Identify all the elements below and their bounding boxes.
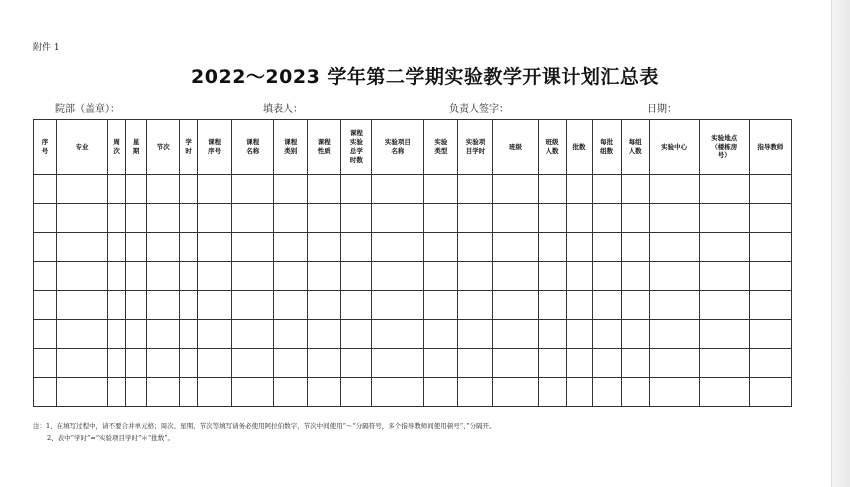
table-cell[interactable] (458, 349, 493, 378)
table-cell[interactable] (749, 175, 791, 204)
table-cell[interactable] (649, 233, 699, 262)
table-cell[interactable] (198, 233, 232, 262)
table-cell[interactable] (34, 175, 57, 204)
table-cell[interactable] (274, 175, 308, 204)
table-cell[interactable] (493, 262, 538, 291)
table-cell[interactable] (341, 233, 372, 262)
column-header: 课程 性质 (308, 120, 341, 175)
table-cell[interactable] (424, 378, 458, 407)
table-cell[interactable] (749, 378, 791, 407)
table-cell[interactable] (126, 262, 147, 291)
table-row (34, 320, 792, 349)
table-cell[interactable] (566, 378, 592, 407)
column-header: 专业 (57, 120, 108, 175)
college-seal-label: 院部（盖章）： (55, 104, 120, 115)
column-header: 课程 类别 (274, 120, 308, 175)
table-cell[interactable] (649, 204, 699, 233)
table-row (34, 262, 792, 291)
column-header: 班级 人数 (538, 120, 566, 175)
table-cell[interactable] (749, 291, 791, 320)
table-cell[interactable] (566, 320, 592, 349)
table-row (34, 175, 792, 204)
table-cell[interactable] (308, 349, 341, 378)
column-header: 指导教师 (749, 120, 791, 175)
table-cell[interactable] (424, 175, 458, 204)
table-cell[interactable] (649, 175, 699, 204)
table-cell[interactable] (372, 378, 424, 407)
table-cell[interactable] (538, 320, 566, 349)
table-cell[interactable] (749, 204, 791, 233)
table-cell[interactable] (341, 320, 372, 349)
table-cell[interactable] (699, 291, 749, 320)
table-cell[interactable] (341, 378, 372, 407)
footnote-1: 注：1、在填写过程中，请不要合并单元格；周次、星期、节次等填写请务必使用阿拉伯数字，节次中间使用“～”分隔符号，多个指导教师间使用顿号“、”分隔开。 (33, 422, 496, 430)
table-cell[interactable] (372, 320, 424, 349)
table-cell[interactable] (232, 204, 274, 233)
table-cell[interactable] (493, 320, 538, 349)
table-cell[interactable] (108, 320, 126, 349)
table-cell[interactable] (699, 378, 749, 407)
page-title: 2022～2023 学年第二学期实验教学开课计划汇总表 (191, 66, 659, 88)
table-cell[interactable] (198, 175, 232, 204)
table-cell[interactable] (424, 262, 458, 291)
table-cell[interactable] (493, 378, 538, 407)
table-cell[interactable] (308, 175, 341, 204)
table-row (34, 349, 792, 378)
table-cell[interactable] (180, 262, 198, 291)
table-cell[interactable] (34, 204, 57, 233)
table-cell[interactable] (538, 262, 566, 291)
table-cell[interactable] (458, 291, 493, 320)
table-cell[interactable] (57, 320, 108, 349)
table-cell[interactable] (232, 378, 274, 407)
table-cell[interactable] (274, 378, 308, 407)
table-cell[interactable] (57, 349, 108, 378)
table-cell[interactable] (126, 320, 147, 349)
table-cell[interactable] (308, 291, 341, 320)
table-cell[interactable] (458, 378, 493, 407)
table-cell[interactable] (147, 204, 180, 233)
footnotes (33, 420, 496, 445)
table-cell[interactable] (308, 233, 341, 262)
table-cell[interactable] (57, 262, 108, 291)
table-cell[interactable] (180, 204, 198, 233)
column-header: 每组 人数 (621, 120, 649, 175)
table-cell[interactable] (699, 175, 749, 204)
table-cell[interactable] (621, 262, 649, 291)
table-cell[interactable] (108, 204, 126, 233)
table-cell[interactable] (308, 262, 341, 291)
table-cell[interactable] (147, 320, 180, 349)
table-cell[interactable] (198, 320, 232, 349)
table-cell[interactable] (126, 233, 147, 262)
attachment-label: 附件 1 (33, 43, 60, 53)
table-cell[interactable] (341, 175, 372, 204)
table-cell[interactable] (621, 349, 649, 378)
table-cell[interactable] (57, 291, 108, 320)
table-cell[interactable] (180, 291, 198, 320)
table-cell[interactable] (649, 378, 699, 407)
table-cell[interactable] (198, 291, 232, 320)
table-cell[interactable] (538, 349, 566, 378)
table-cell[interactable] (180, 378, 198, 407)
table-cell[interactable] (621, 378, 649, 407)
table-cell[interactable] (34, 320, 57, 349)
table-cell[interactable] (34, 262, 57, 291)
table-cell[interactable] (180, 320, 198, 349)
table-cell[interactable] (274, 320, 308, 349)
table-cell[interactable] (147, 349, 180, 378)
table-cell[interactable] (57, 175, 108, 204)
table-row (34, 378, 792, 407)
table-cell[interactable] (649, 291, 699, 320)
table-cell[interactable] (108, 378, 126, 407)
column-header: 星 期 (126, 120, 147, 175)
table-row (34, 204, 792, 233)
table-cell[interactable] (180, 175, 198, 204)
table-cell[interactable] (198, 378, 232, 407)
table-cell[interactable] (592, 262, 621, 291)
table-cell[interactable] (372, 204, 424, 233)
plan-table (33, 119, 792, 407)
table-cell[interactable] (592, 320, 621, 349)
table-cell[interactable] (34, 291, 57, 320)
table-cell[interactable] (566, 291, 592, 320)
column-header: 课程 实验 总学 时数 (341, 120, 372, 175)
table-cell[interactable] (147, 175, 180, 204)
table-cell[interactable] (108, 175, 126, 204)
table-cell[interactable] (699, 349, 749, 378)
table-row (34, 233, 792, 262)
table-cell[interactable] (198, 204, 232, 233)
table-cell[interactable] (538, 233, 566, 262)
table-cell[interactable] (749, 320, 791, 349)
table-cell[interactable] (621, 175, 649, 204)
table-cell[interactable] (649, 349, 699, 378)
table-cell[interactable] (198, 262, 232, 291)
table-cell[interactable] (592, 349, 621, 378)
table-cell[interactable] (147, 378, 180, 407)
table-cell[interactable] (372, 233, 424, 262)
table-cell[interactable] (341, 349, 372, 378)
table-cell[interactable] (372, 175, 424, 204)
table-cell[interactable] (592, 233, 621, 262)
column-header: 课程 名称 (232, 120, 274, 175)
table-cell[interactable] (592, 291, 621, 320)
table-cell[interactable] (493, 204, 538, 233)
table-cell[interactable] (126, 378, 147, 407)
table-cell[interactable] (147, 233, 180, 262)
table-cell[interactable] (592, 378, 621, 407)
table-cell[interactable] (126, 175, 147, 204)
table-cell[interactable] (566, 233, 592, 262)
table-cell[interactable] (341, 204, 372, 233)
table-cell[interactable] (424, 233, 458, 262)
table-cell[interactable] (274, 204, 308, 233)
table-cell[interactable] (108, 262, 126, 291)
table-header-row (34, 120, 792, 175)
table-cell[interactable] (424, 291, 458, 320)
footnote-2: 2、表中“学时”=“实验项目学时”＊“批数”。 (47, 434, 175, 443)
table-cell[interactable] (341, 291, 372, 320)
table-cell[interactable] (57, 378, 108, 407)
column-header: 实验地点 （楼栋房 号） (699, 120, 749, 175)
column-header: 序 号 (34, 120, 57, 175)
table-cell[interactable] (198, 349, 232, 378)
table-cell[interactable] (372, 349, 424, 378)
table-cell[interactable] (180, 349, 198, 378)
table-cell[interactable] (538, 204, 566, 233)
table-cell[interactable] (108, 349, 126, 378)
table-cell[interactable] (458, 204, 493, 233)
table-cell[interactable] (566, 175, 592, 204)
signer-label: 负责人签字： (449, 104, 509, 115)
table-cell[interactable] (458, 320, 493, 349)
table-cell[interactable] (649, 320, 699, 349)
column-header: 实验项目 名称 (372, 120, 424, 175)
table-cell[interactable] (108, 291, 126, 320)
table-cell[interactable] (57, 233, 108, 262)
column-header: 周 次 (108, 120, 126, 175)
date-label: 日期： (647, 104, 677, 115)
table-cell[interactable] (274, 262, 308, 291)
table-cell[interactable] (621, 320, 649, 349)
table-cell[interactable] (147, 291, 180, 320)
table-cell[interactable] (699, 204, 749, 233)
column-header: 实验项 目学时 (458, 120, 493, 175)
table-cell[interactable] (180, 233, 198, 262)
table-cell[interactable] (699, 262, 749, 291)
column-header: 每批 组数 (592, 120, 621, 175)
table-cell[interactable] (147, 262, 180, 291)
table-cell[interactable] (592, 204, 621, 233)
table-cell[interactable] (566, 204, 592, 233)
table-cell[interactable] (566, 349, 592, 378)
table-cell[interactable] (592, 175, 621, 204)
table-cell[interactable] (621, 291, 649, 320)
column-header: 学 时 (180, 120, 198, 175)
table-cell[interactable] (749, 349, 791, 378)
table-cell[interactable] (424, 349, 458, 378)
table-cell[interactable] (538, 175, 566, 204)
table-cell[interactable] (424, 204, 458, 233)
table-cell[interactable] (126, 291, 147, 320)
filler-label: 填表人： (263, 104, 303, 115)
table-cell[interactable] (649, 262, 699, 291)
table-cell[interactable] (232, 175, 274, 204)
table-cell[interactable] (57, 204, 108, 233)
column-header: 班级 (493, 120, 538, 175)
table-row (34, 291, 792, 320)
column-header: 实验中心 (649, 120, 699, 175)
table-cell[interactable] (274, 349, 308, 378)
table-cell[interactable] (493, 291, 538, 320)
table-cell[interactable] (458, 262, 493, 291)
table-cell[interactable] (232, 320, 274, 349)
table-cell[interactable] (458, 233, 493, 262)
table-cell[interactable] (699, 320, 749, 349)
table-cell[interactable] (232, 291, 274, 320)
table-cell[interactable] (621, 204, 649, 233)
table-cell[interactable] (34, 233, 57, 262)
table-cell[interactable] (621, 233, 649, 262)
table-cell[interactable] (749, 233, 791, 262)
table-cell[interactable] (308, 320, 341, 349)
table-cell[interactable] (493, 175, 538, 204)
table-cell[interactable] (274, 233, 308, 262)
table-cell[interactable] (34, 378, 57, 407)
table-cell[interactable] (699, 233, 749, 262)
table-cell[interactable] (232, 262, 274, 291)
table-cell[interactable] (458, 175, 493, 204)
table-cell[interactable] (232, 233, 274, 262)
table-cell[interactable] (126, 204, 147, 233)
table-cell[interactable] (274, 291, 308, 320)
table-cell[interactable] (308, 204, 341, 233)
table-cell[interactable] (493, 349, 538, 378)
table-cell[interactable] (372, 262, 424, 291)
table-cell[interactable] (308, 378, 341, 407)
table-cell[interactable] (372, 291, 424, 320)
table-cell[interactable] (424, 320, 458, 349)
column-header: 课程 序号 (198, 120, 232, 175)
column-header: 实验 类型 (424, 120, 458, 175)
table-cell[interactable] (538, 378, 566, 407)
table-cell[interactable] (108, 233, 126, 262)
table-cell[interactable] (341, 262, 372, 291)
table-cell[interactable] (126, 349, 147, 378)
table-cell[interactable] (749, 262, 791, 291)
table-cell[interactable] (538, 291, 566, 320)
table-cell[interactable] (566, 262, 592, 291)
table-cell[interactable] (232, 349, 274, 378)
table-cell[interactable] (493, 233, 538, 262)
table-body (34, 175, 792, 407)
column-header: 批数 (566, 120, 592, 175)
table-cell[interactable] (34, 349, 57, 378)
column-header: 节次 (147, 120, 180, 175)
